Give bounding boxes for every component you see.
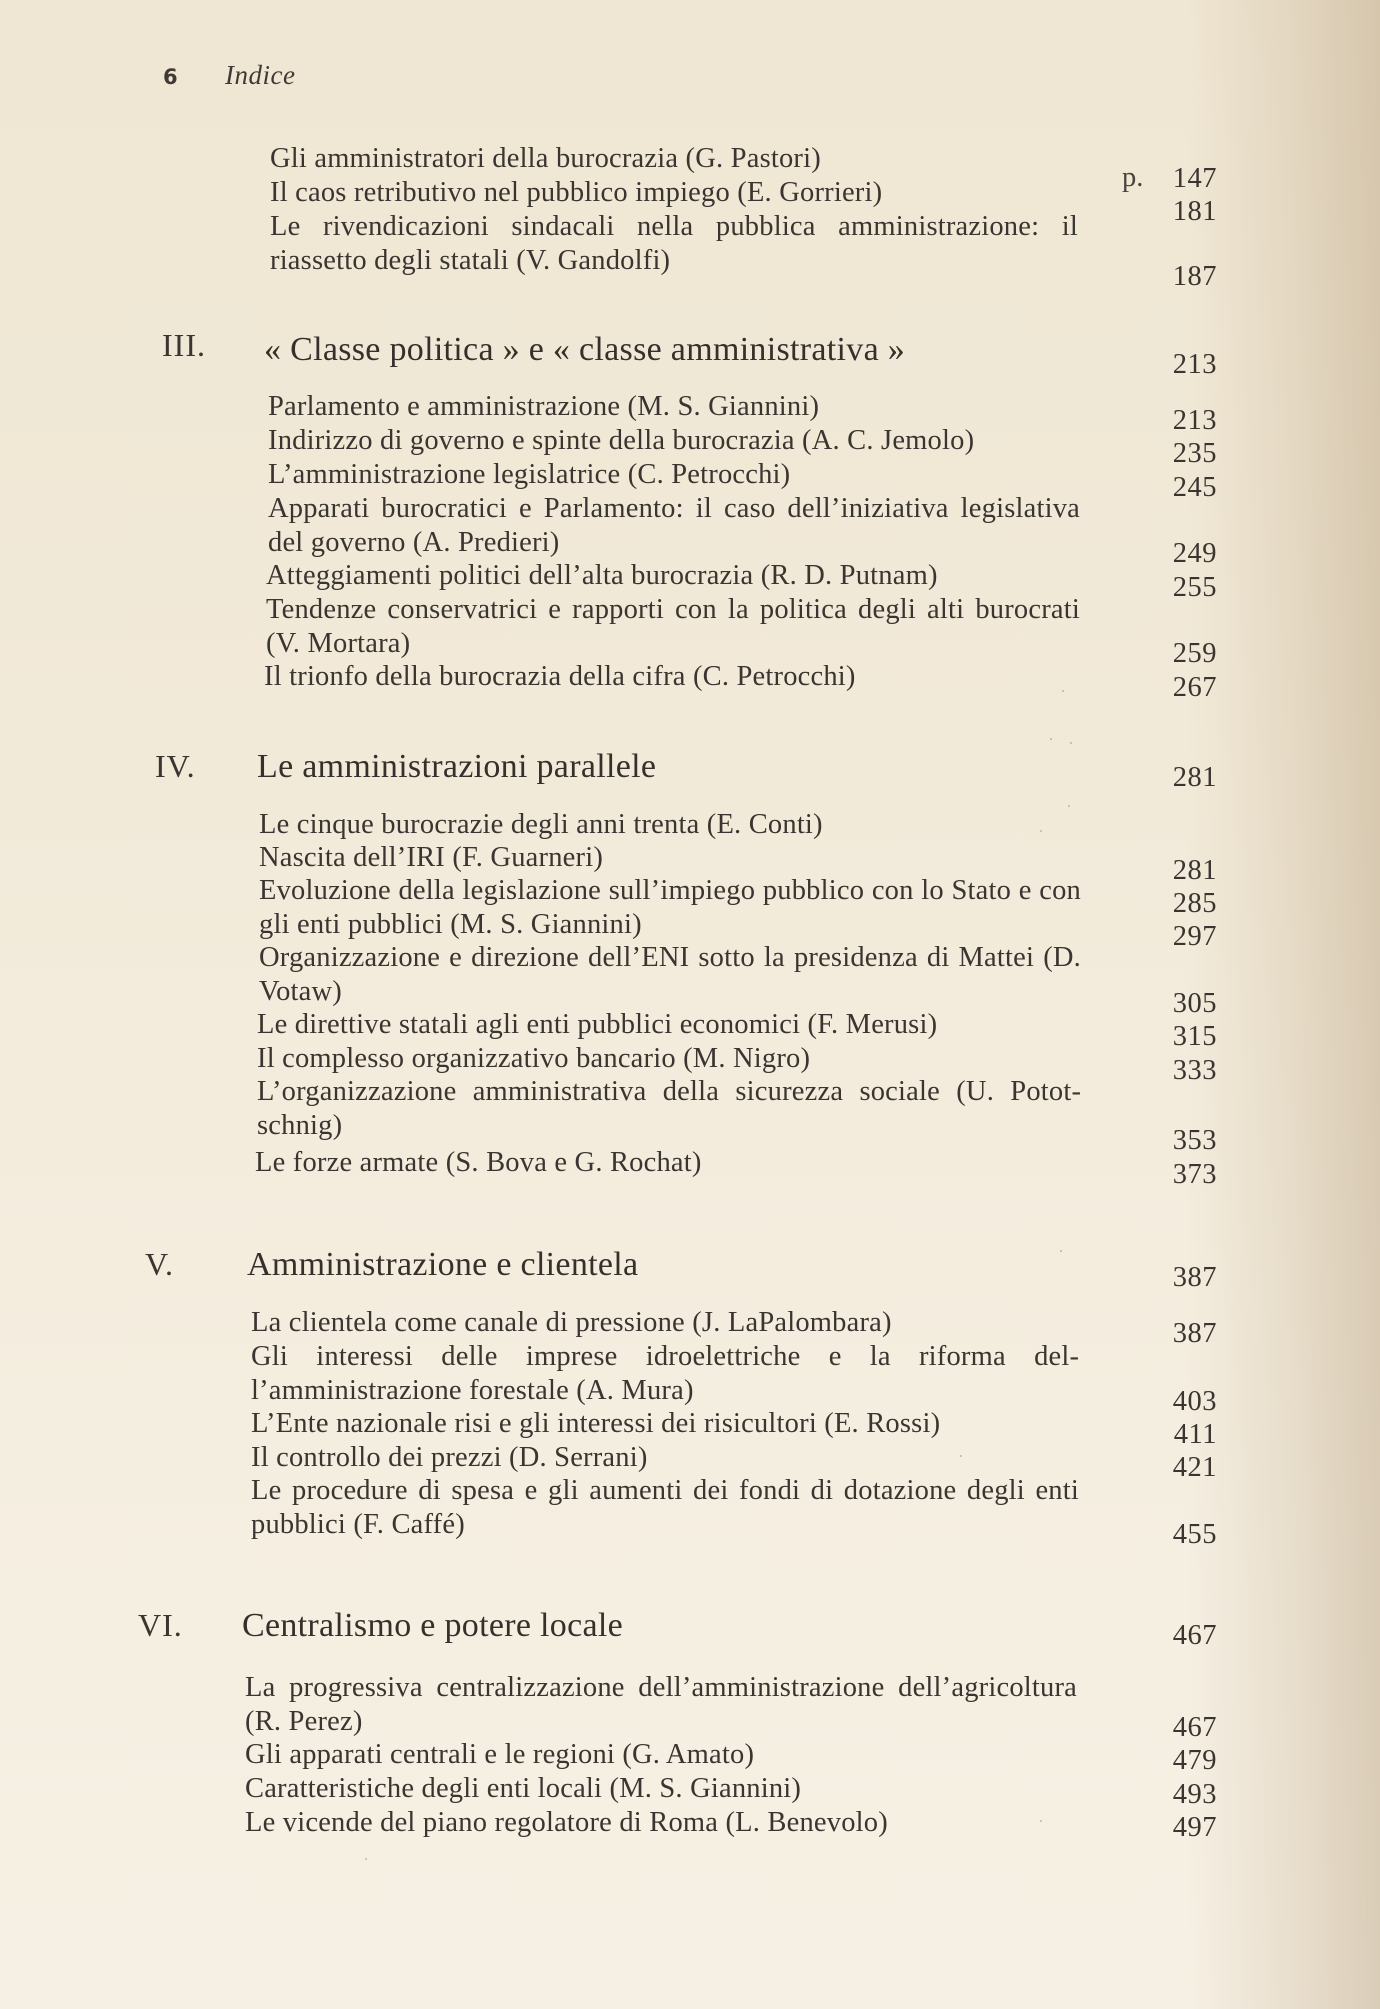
toc-entry[interactable] bbox=[264, 660, 1080, 694]
toc-entry[interactable] bbox=[268, 492, 1080, 559]
entry-title: Organizzazione e direzione dell’ENI sotto la presidenza di Mattei (D. Votaw) bbox=[259, 942, 1081, 1007]
entry-title: Le direttive statali agli enti pubblici economici (F. Merusi) bbox=[257, 1009, 938, 1040]
toc-entry[interactable] bbox=[259, 941, 1081, 1008]
entry-title: Le cinque burocrazie degli anni trenta (E. Conti) bbox=[259, 809, 823, 840]
toc-entry[interactable] bbox=[257, 1042, 1081, 1076]
entry-title: L’Ente nazionale risi e gli interessi dei risicultori (E. Rossi) bbox=[251, 1408, 941, 1439]
entry-page-number: 373 bbox=[1172, 1159, 1217, 1190]
chapter-page-number: 467 bbox=[1172, 1620, 1217, 1651]
toc-entry[interactable] bbox=[270, 176, 1078, 210]
toc-entry[interactable] bbox=[259, 874, 1081, 941]
paper-speck bbox=[1040, 1820, 1042, 1822]
entry-title: La progressiva centralizzazione dell’amministrazione dell’agricoltura (R. Perez) bbox=[245, 1672, 1077, 1737]
chapter-title[interactable]: « Classe politica » e « classe amministrativa » bbox=[264, 331, 906, 368]
entry-page-number: 333 bbox=[1172, 1055, 1217, 1086]
running-head-title: Indice bbox=[225, 60, 296, 90]
entry-page-number: 285 bbox=[1172, 888, 1217, 919]
paper-speck bbox=[1068, 805, 1070, 807]
entry-page-number: 255 bbox=[1172, 572, 1217, 603]
chapter-title[interactable]: Centralismo e potere locale bbox=[242, 1607, 624, 1644]
entry-page-number: 493 bbox=[1172, 1779, 1217, 1810]
entry-page-number: 181 bbox=[1172, 196, 1217, 227]
entry-page-number: 387 bbox=[1172, 1318, 1217, 1349]
entry-page-number: 235 bbox=[1172, 438, 1217, 469]
entry-title: La clientela come canale di pressione (J. LaPalombara) bbox=[251, 1307, 892, 1338]
entry-title: Le rivendicazioni sindacali nella pubblica amministrazione: il riassetto degli statali (V. Gandolfi) bbox=[270, 211, 1078, 276]
paper-speck bbox=[1070, 742, 1072, 744]
chapter-numeral: VI. bbox=[138, 1607, 183, 1643]
chapter-title[interactable]: Le amministrazioni parallele bbox=[257, 748, 657, 785]
entry-page-number: 259 bbox=[1172, 638, 1217, 669]
entry-title: Indirizzo di governo e spinte della burocrazia (A. C. Jemolo) bbox=[268, 425, 975, 456]
toc-entry[interactable] bbox=[245, 1772, 1077, 1806]
paper-speck bbox=[1060, 1250, 1062, 1252]
toc-entry[interactable] bbox=[268, 390, 1080, 424]
entry-page-number: 147 bbox=[1172, 163, 1217, 194]
toc-entry[interactable] bbox=[251, 1306, 1079, 1340]
paper-speck bbox=[960, 1455, 962, 1457]
entry-title: Atteggiamenti politici dell’alta burocrazia (R. D. Putnam) bbox=[266, 560, 938, 591]
entry-title: Apparati burocratici e Parlamento: il caso dell’iniziativa legislativa del governo (A. Predieri) bbox=[268, 493, 1080, 558]
toc-entry[interactable] bbox=[257, 1075, 1081, 1142]
chapter-numeral: III. bbox=[162, 327, 206, 363]
entry-title: Gli apparati centrali e le regioni (G. Amato) bbox=[245, 1739, 755, 1770]
entry-page-number: 249 bbox=[1172, 538, 1217, 569]
entry-page-number: 187 bbox=[1172, 261, 1217, 292]
entry-page-number: 353 bbox=[1172, 1125, 1217, 1156]
entry-page-number: 497 bbox=[1172, 1812, 1217, 1843]
entry-page-number: 455 bbox=[1172, 1519, 1217, 1550]
toc-entry[interactable] bbox=[251, 1407, 1079, 1441]
toc-entry[interactable] bbox=[266, 593, 1080, 660]
paper-speck bbox=[1050, 738, 1052, 740]
entry-page-number: 315 bbox=[1172, 1021, 1217, 1052]
entry-page-number: 479 bbox=[1172, 1745, 1217, 1776]
entry-page-number: 213 bbox=[1172, 405, 1217, 436]
entry-title: Caratteristiche degli enti locali (M. S. Giannini) bbox=[245, 1773, 802, 1804]
entry-title: Gli amministratori della burocrazia (G. Pastori) bbox=[270, 143, 821, 174]
chapter-page-number: 387 bbox=[1172, 1262, 1217, 1293]
entry-title: Evoluzione della legislazione sull’impiego pubblico con lo Stato e con gli enti pubblici (M. S. Giannini) bbox=[259, 875, 1081, 940]
chapter-numeral: IV. bbox=[155, 748, 196, 784]
toc-entry[interactable] bbox=[268, 458, 1080, 492]
page-folio: 6 bbox=[163, 65, 178, 89]
toc-entry[interactable] bbox=[245, 1738, 1077, 1772]
toc-entry[interactable] bbox=[251, 1474, 1079, 1541]
entry-page-number: 281 bbox=[1172, 855, 1217, 886]
entry-title: Nascita dell’IRI (F. Guarneri) bbox=[259, 842, 604, 873]
toc-entry[interactable] bbox=[245, 1806, 1077, 1840]
entry-page-number: 467 bbox=[1172, 1712, 1217, 1743]
entry-title: Le forze armate (S. Bova e G. Rochat) bbox=[255, 1147, 702, 1178]
entry-title: Il trionfo della burocrazia della cifra (C. Petrocchi) bbox=[264, 661, 856, 692]
page-prefix: p. bbox=[1122, 162, 1144, 193]
entry-page-number: 421 bbox=[1172, 1452, 1217, 1483]
chapter-numeral: V. bbox=[145, 1246, 174, 1282]
entry-page-number: 297 bbox=[1172, 921, 1217, 952]
entry-title: Il controllo dei prezzi (D. Serrani) bbox=[251, 1442, 648, 1473]
entry-title: Il caos retributivo nel pubblico impiego (E. Gorrieri) bbox=[270, 177, 883, 208]
toc-entry[interactable] bbox=[259, 841, 1081, 875]
entry-title: Le procedure di spesa e gli aumenti dei fondi di dotazione degli enti pubblici (F. Caffé) bbox=[251, 1475, 1079, 1540]
entry-page-number: 267 bbox=[1172, 672, 1217, 703]
chapter-page-number: 281 bbox=[1172, 762, 1217, 793]
paper-speck bbox=[365, 1858, 367, 1860]
toc-entry[interactable] bbox=[251, 1340, 1079, 1407]
entry-title: Parlamento e amministrazione (M. S. Giannini) bbox=[268, 391, 820, 422]
paper-speck bbox=[1062, 690, 1064, 692]
toc-entry[interactable] bbox=[257, 1008, 1081, 1042]
chapter-page-number: 213 bbox=[1172, 349, 1217, 380]
toc-entry[interactable] bbox=[245, 1671, 1077, 1738]
entry-page-number: 403 bbox=[1172, 1386, 1217, 1417]
toc-entry[interactable] bbox=[268, 424, 1080, 458]
entry-page-number: 245 bbox=[1172, 472, 1217, 503]
running-head bbox=[163, 60, 295, 91]
toc-entry[interactable] bbox=[270, 210, 1078, 277]
entry-page-number: 411 bbox=[1173, 1419, 1217, 1450]
entry-title: Le vicende del piano regolatore di Roma (L. Benevolo) bbox=[245, 1807, 888, 1838]
toc-entry[interactable] bbox=[251, 1441, 1079, 1475]
chapter-title[interactable]: Amministrazione e clientela bbox=[247, 1246, 639, 1283]
entry-title: Gli interessi delle imprese idroelettriche e la riforma dell’amministrazione forestale (A. Mura) bbox=[251, 1341, 1079, 1406]
toc-entry[interactable] bbox=[255, 1146, 1081, 1180]
toc-entry[interactable] bbox=[270, 142, 1078, 176]
entry-title: Il complesso organizzativo bancario (M. Nigro) bbox=[257, 1043, 811, 1074]
entry-page-number: 305 bbox=[1172, 988, 1217, 1019]
entry-title: Tendenze conservatrici e rapporti con la politica degli alti burocrati (V. Mortara) bbox=[266, 594, 1080, 659]
paper-speck bbox=[1040, 830, 1042, 832]
toc-entry[interactable] bbox=[259, 808, 1081, 842]
toc-entry[interactable] bbox=[266, 559, 1080, 593]
entry-title: L’amministrazione legislatrice (C. Petrocchi) bbox=[268, 459, 791, 490]
entry-title: L’organizzazione amministrativa della sicurezza sociale (U. Pototschnig) bbox=[257, 1076, 1081, 1141]
